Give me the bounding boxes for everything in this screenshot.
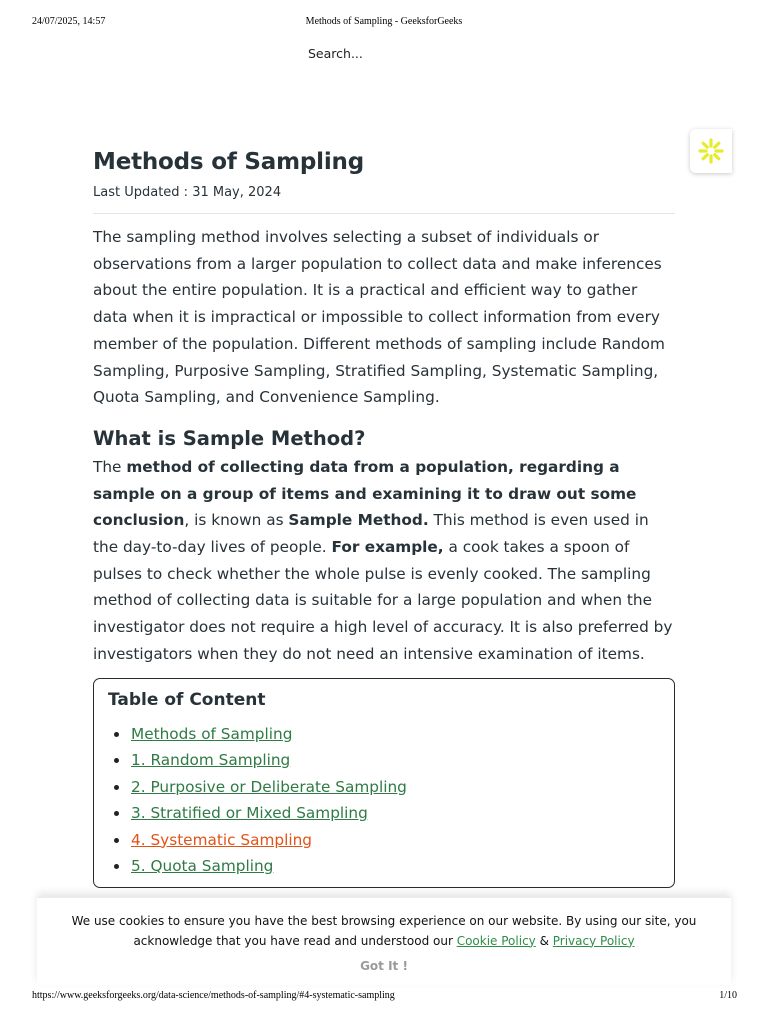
- para-text: , is known as: [184, 511, 289, 530]
- toc-item: [108, 853, 660, 880]
- toc-link[interactable]: 3. Stratified or Mixed Sampling: [131, 804, 368, 823]
- para-text: This method is even used in the day-to-day lives of people.: [93, 511, 649, 557]
- print-datetime: 24/07/2025, 14:57: [32, 16, 106, 27]
- section-heading: What is Sample Method?: [93, 426, 366, 450]
- privacy-policy-link[interactable]: Privacy Policy: [552, 933, 635, 948]
- sparkle-asterisk-icon: [697, 137, 725, 165]
- table-of-contents: [93, 678, 675, 888]
- floating-action-button[interactable]: [690, 129, 732, 173]
- article: [93, 145, 675, 888]
- search-input[interactable]: Search...: [308, 46, 363, 61]
- print-page-number: 1/10: [719, 990, 737, 1001]
- para-text: a cook takes a spoon of pulses to check whether the whole pulse is evenly cooked. The sampling method of collecting data is suitable for a large population and when the investigator does not require a high level of accuracy. It is also preferred by investigators when they do not need an intensive examination of items.: [93, 538, 673, 663]
- toc-link[interactable]: 1. Random Sampling: [131, 751, 291, 770]
- para-bold: Sample Method.: [288, 511, 429, 530]
- toc-link[interactable]: 2. Purposive or Deliberate Sampling: [131, 777, 407, 796]
- page-title: Methods of Sampling: [93, 149, 364, 175]
- toc-link[interactable]: Methods of Sampling: [131, 724, 293, 743]
- last-updated: Last Updated : 31 May, 2024: [93, 185, 282, 200]
- para-bold: For example,: [331, 538, 444, 557]
- toc-item: [108, 774, 660, 801]
- cookie-ampersand: &: [535, 933, 553, 948]
- print-url: https://www.geeksforgeeks.org/data-science/methods-of-sampling/#4-systematic-sampling: [32, 990, 395, 1001]
- cookie-policy-link[interactable]: Cookie Policy: [456, 933, 536, 948]
- para-text: The: [93, 457, 127, 476]
- cookie-message: We use cookies to ensure you have the best browsing experience on our website. By using our site, you acknowledge that you have read and understood our: [71, 914, 697, 948]
- para-bold: method of collecting data from a population, regarding a sample on a group of items and examining it to draw out some conclusion: [93, 457, 637, 530]
- section-paragraph: [93, 454, 675, 668]
- toc-link-active[interactable]: 4. Systematic Sampling: [131, 830, 312, 849]
- print-doc-title: Methods of Sampling - GeeksforGeeks: [305, 16, 463, 27]
- toc-item: [108, 747, 660, 774]
- cookie-banner: [37, 897, 731, 985]
- toc-title: Table of Content: [108, 689, 266, 710]
- divider: [93, 213, 675, 214]
- print-header: [0, 16, 768, 30]
- toc-item: [108, 721, 660, 748]
- toc-list: [108, 721, 660, 880]
- print-footer: [0, 990, 768, 1004]
- toc-item: [108, 827, 660, 854]
- intro-paragraph: The sampling method involves selecting a subset of individuals or observations from a larger population to collect data and make inferences about the entire population. It is a practical and efficient way to gather data when it is impractical or impossible to collect information from every member of the population. Different methods of sampling include Random Sampling, Purposive Sampling, Stratified Sampling, Systematic Sampling, Quota Sampling, and Convenience Sampling.: [93, 228, 665, 407]
- got-it-button[interactable]: Got It !: [360, 959, 408, 973]
- cookie-text: [37, 912, 731, 951]
- toc-link[interactable]: 5. Quota Sampling: [131, 857, 274, 876]
- toc-item: [108, 800, 660, 827]
